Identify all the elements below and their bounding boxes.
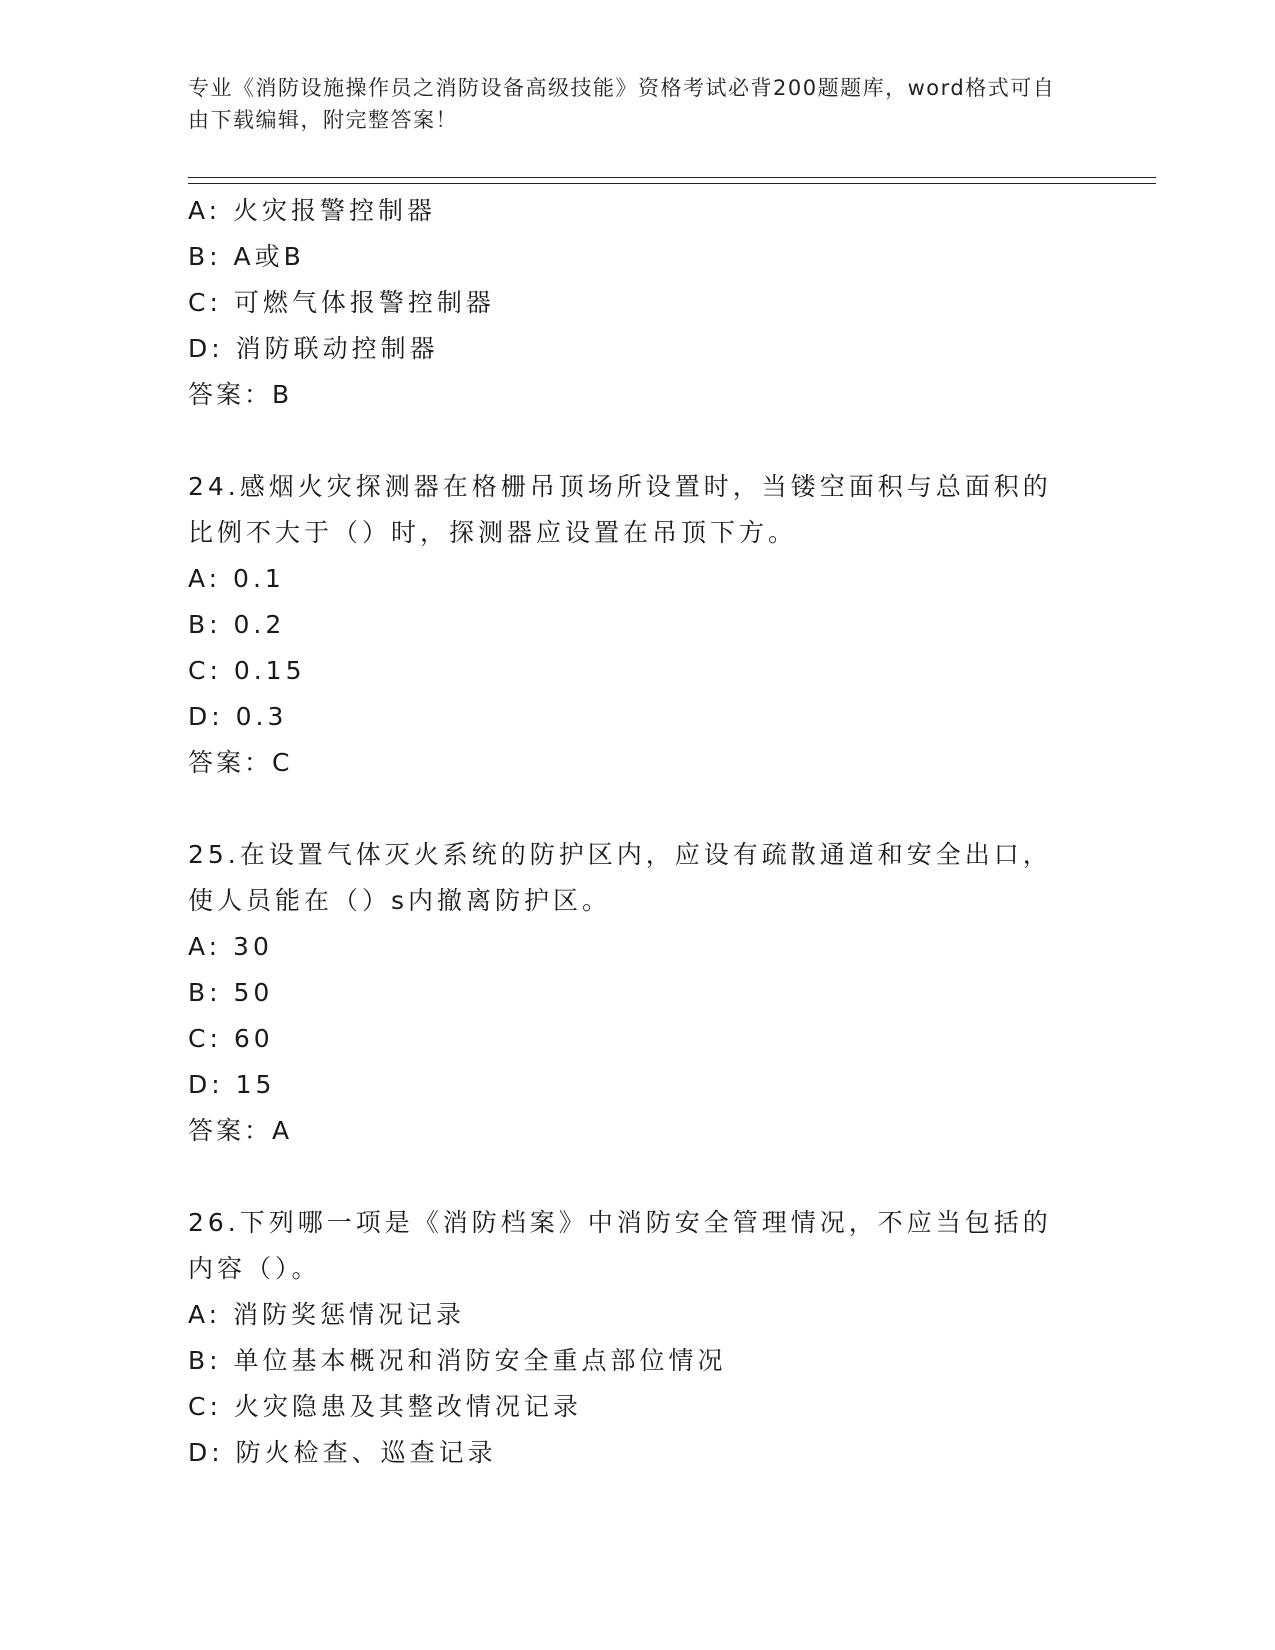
answer-line: 答案：C	[188, 748, 293, 777]
question-23-continued	[188, 188, 1088, 418]
option-d: D: 15	[188, 1070, 276, 1099]
option-b: B: 0.2	[188, 610, 286, 639]
option-c: C: 火灾隐患及其整改情况记录	[188, 1392, 582, 1421]
question-25	[188, 832, 1088, 1154]
option-d: D: 消防联动控制器	[188, 334, 439, 363]
question-text: 25.在设置气体灭火系统的防护区内，应设有疏散通道和安全出口，使人员能在（）s内撤离防护区。	[188, 840, 1052, 915]
answer-line: 答案：B	[188, 380, 293, 409]
option-a: A: 30	[188, 932, 273, 961]
question-list	[188, 188, 1088, 1476]
option-b: B: A或B	[188, 242, 305, 271]
option-a: A: 火灾报警控制器	[188, 196, 437, 225]
answer-line: 答案：A	[188, 1116, 293, 1145]
option-d: D: 0.3	[188, 702, 288, 731]
option-b: B: 单位基本概况和消防安全重点部位情况	[188, 1346, 727, 1375]
question-text: 26.下列哪一项是《消防档案》中消防安全管理情况，不应当包括的内容（）。	[188, 1208, 1052, 1283]
option-a: A: 0.1	[188, 564, 285, 593]
option-d: D: 防火检查、巡查记录	[188, 1438, 497, 1467]
option-c: C: 可燃气体报警控制器	[188, 288, 495, 317]
question-24	[188, 464, 1088, 786]
question-text: 24.感烟火灾探测器在格栅吊顶场所设置时，当镂空面积与总面积的比例不大于（）时，探测器应设置在吊顶下方。	[188, 472, 1052, 547]
option-c: C: 0.15	[188, 656, 306, 685]
option-c: C: 60	[188, 1024, 274, 1053]
option-a: A: 消防奖惩情况记录	[188, 1300, 466, 1329]
header-rule-bottom	[188, 183, 1156, 184]
option-b: B: 50	[188, 978, 274, 1007]
document-header: 专业《消防设施操作员之消防设备高级技能》资格考试必背200题题库，word格式可自由下载编辑，附完整答案！	[188, 76, 1056, 132]
question-26	[188, 1200, 1088, 1476]
header-rule-top	[188, 177, 1156, 178]
